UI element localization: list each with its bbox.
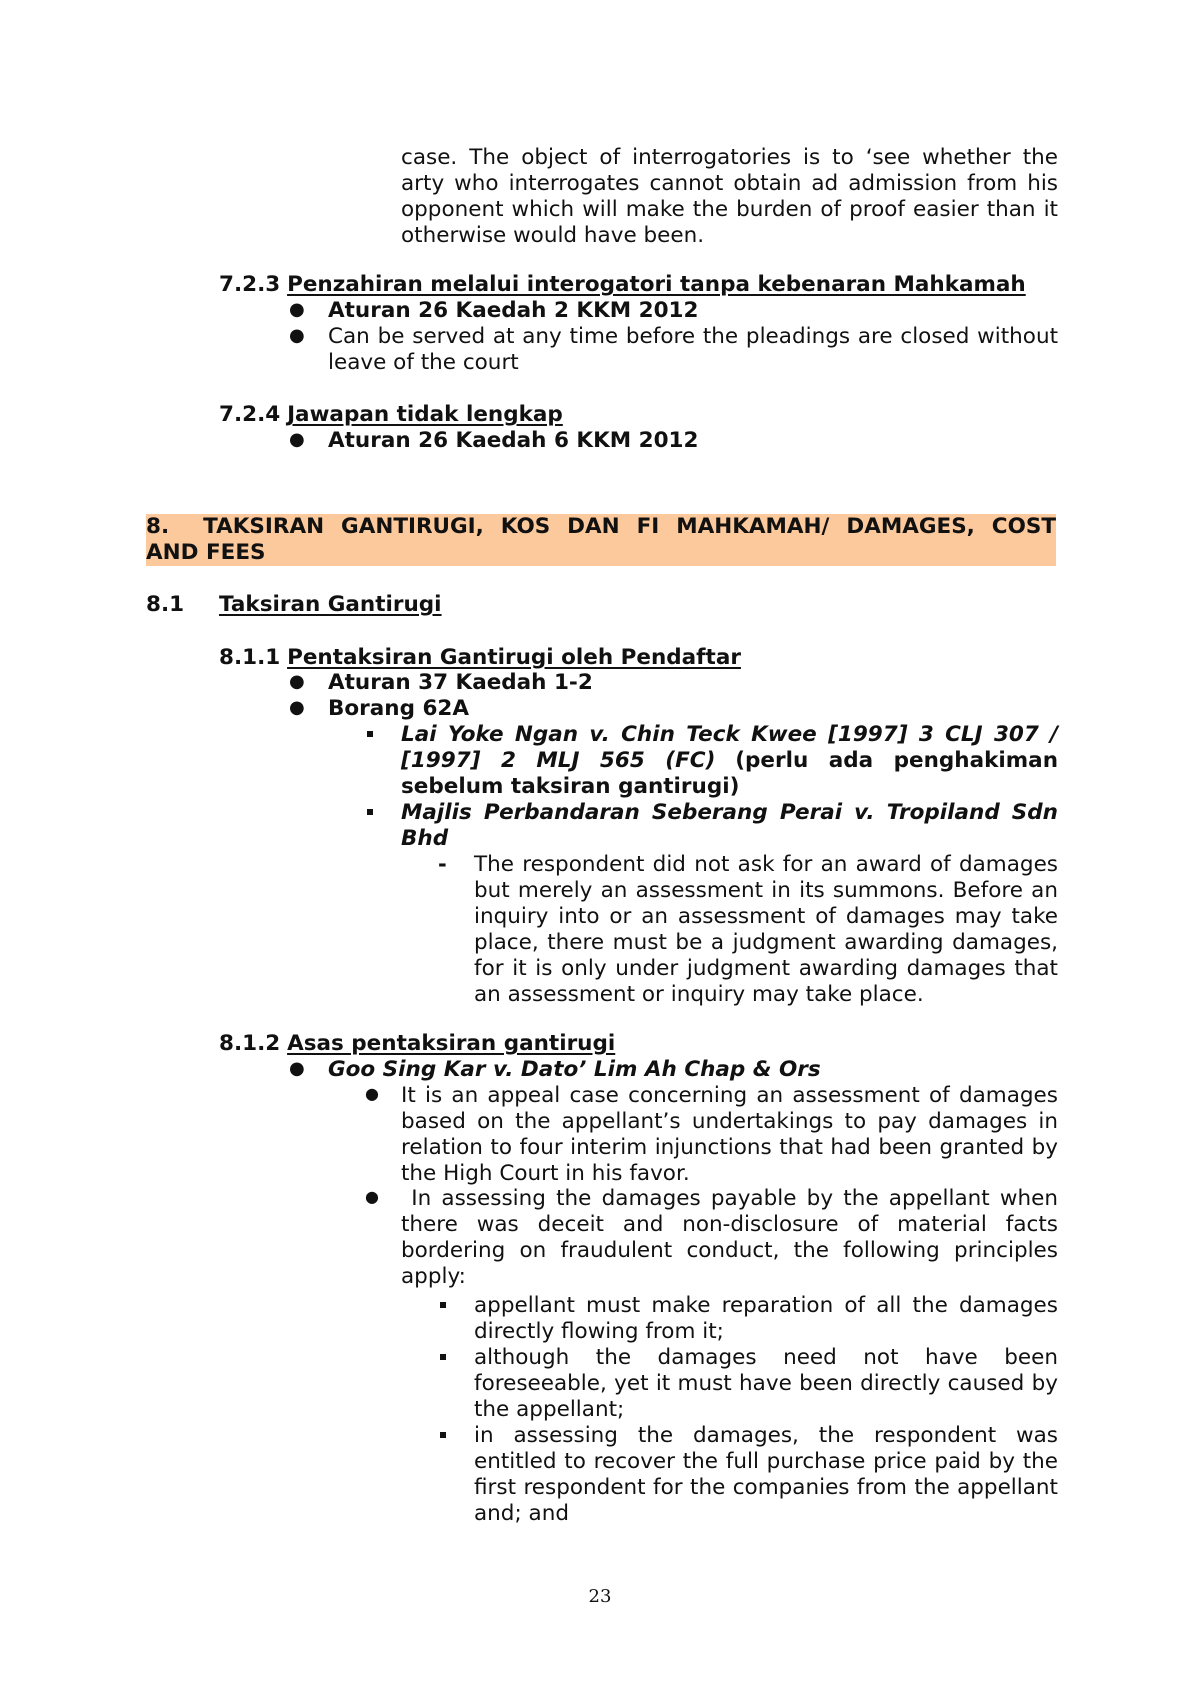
heading-title: Asas pentaksiran gantirugi: [287, 1031, 616, 1056]
section-number: 8.: [146, 514, 170, 539]
square-bullet-icon: [367, 731, 373, 737]
section-8-heading-line1: [146, 514, 1056, 540]
list-item: Can be served at any time before the pleadings are closed without leave of the court: [328, 324, 1058, 375]
heading-title: Penzahiran melalui interogatori tanpa kebenaran Mahkamah: [287, 272, 1026, 297]
list-item: It is an appeal case concerning an assessment of damages based on the appellant’s undertakings to pay damages in relation to four interim injunctions that had been granted by the High Court in his favor.: [401, 1083, 1058, 1186]
bullet-icon: ●: [289, 671, 305, 692]
heading-number: 8.1.2: [219, 1031, 281, 1056]
case-citation: Majlis Perbandaran Seberang Perai v. Tropiland Sdn Bhd: [401, 800, 1058, 851]
dash-bullet-icon: -: [438, 852, 447, 876]
list-item: Aturan 37 Kaedah 1-2: [328, 670, 593, 695]
list-item: Aturan 26 Kaedah 6 KKM 2012: [328, 428, 699, 453]
case-citation: Goo Sing Kar v. Dato’ Lim Ah Chap & Ors: [328, 1057, 821, 1082]
bullet-icon: ●: [289, 299, 305, 320]
section-8-1-title: Taksiran Gantirugi: [219, 592, 442, 617]
bullet-icon: ●: [365, 1187, 379, 1206]
case-citation: [401, 722, 1058, 800]
principle-item: in assessing the damages, the respondent was entitled to recover the full purchase price paid by the first respondent for the companies from the appellant and; and: [474, 1423, 1058, 1526]
heading-title: Pentaksiran Gantirugi oleh Pendaftar: [287, 645, 741, 670]
section-title-line1: TAKSIRAN GANTIRUGI, KOS DAN FI MAHKAMAH/ DAMAGES, COST: [203, 514, 1056, 539]
square-bullet-icon: [367, 809, 373, 815]
heading-8-1-2: [219, 1031, 1059, 1057]
bullet-icon: ●: [289, 325, 305, 346]
square-bullet-icon: [440, 1432, 446, 1438]
section-8-1-number: 8.1: [146, 592, 185, 617]
heading-number: 8.1.1: [219, 645, 281, 670]
square-bullet-icon: [440, 1302, 446, 1308]
heading-7-2-4: [219, 402, 1059, 428]
list-item: Borang 62A: [328, 696, 470, 721]
principle-item: appellant must make reparation of all the damages directly flowing from it;: [474, 1293, 1058, 1344]
list-item: In assessing the damages payable by the appellant when there was deceit and non-disclosure of material facts bordering on fraudulent conduct, the following principles apply:: [401, 1186, 1065, 1289]
heading-title: Jawapan tidak lengkap: [287, 402, 563, 427]
case-note: (perlu ada penghakiman sebelum taksiran gantirugi): [401, 748, 1058, 799]
square-bullet-icon: [440, 1354, 446, 1360]
bullet-icon: ●: [289, 429, 305, 450]
case-name: Lai Yoke Ngan v. Chin Teck Kwee [1997] 3 CLJ 307 / [1997] 2 MLJ 565 (FC): [401, 722, 1058, 773]
bullet-icon: ●: [365, 1084, 379, 1103]
case-point: The respondent did not ask for an award of damages but merely an assessment in its summons. Before an inquiry into or an assessment of damages may take place, there must be a judgment awarding damages, for it is only under judgment awarding damages that an assessment or inquiry may take place.: [474, 852, 1058, 1007]
page-number: 23: [588, 1586, 612, 1607]
section-8-heading: [146, 514, 1056, 566]
heading-7-2-3: [219, 272, 1059, 298]
principle-item: although the damages need not have been foreseeable, yet it must have been directly caused by the appellant;: [474, 1345, 1058, 1422]
list-item: Aturan 26 Kaedah 2 KKM 2012: [328, 298, 699, 323]
intro-paragraph: case. The object of interrogatories is to ‘see whether the arty who interrogates cannot obtain ad admission from his opponent which will make the burden of proof easier than it otherwise would have been.: [401, 145, 1058, 248]
heading-8-1-1: [219, 645, 1059, 671]
heading-number: 7.2.3: [219, 272, 281, 297]
heading-number: 7.2.4: [219, 402, 281, 427]
section-title-line2: AND FEES: [146, 540, 266, 565]
bullet-icon: ●: [289, 697, 305, 718]
bullet-icon: ●: [289, 1058, 305, 1079]
